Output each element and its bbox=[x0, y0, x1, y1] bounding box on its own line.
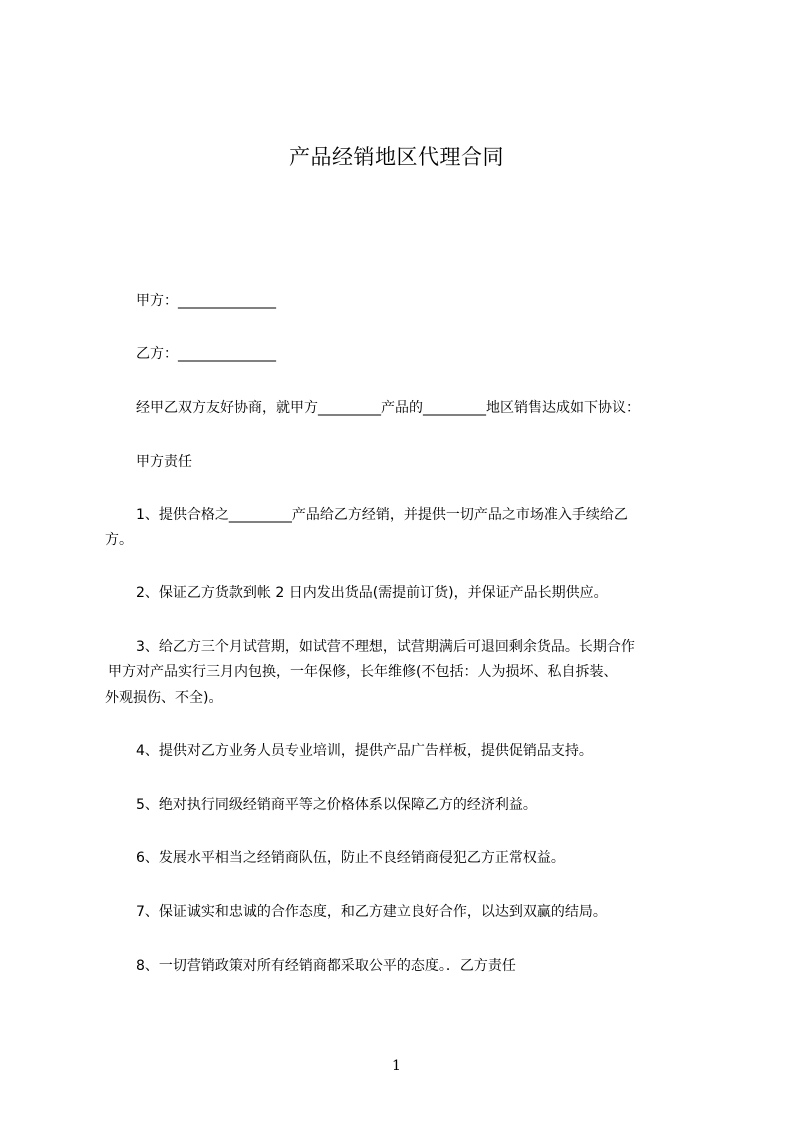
clause-7: 7、保证诚实和忠诚的合作态度，和乙方建立良好合作，以达到双赢的结局。 bbox=[136, 904, 607, 920]
clause-6: 6、发展水平相当之经销商队伍，防止不良经销商侵犯乙方正常权益。 bbox=[136, 850, 565, 866]
clause-2: 2、保证乙方货款到帐 2 日内发出货品(需提前订货)，并保证产品长期供应。 bbox=[136, 585, 608, 601]
party-a-line: 甲方：______________ bbox=[136, 293, 276, 309]
clause-3-line-1: 3、给乙方三个月试营期，如试营不理想，试营期满后可退回剩余货品。长期合作 bbox=[136, 639, 635, 655]
clause-1-line-2: 方。 bbox=[105, 532, 133, 548]
intro-paragraph: 经甲乙双方友好协商，就甲方_________产品的_________地区销售达成如下协议： bbox=[136, 400, 640, 416]
clause-4: 4、提供对乙方业务人员专业培训，提供产品广告样板，提供促销品支持。 bbox=[136, 743, 593, 759]
page-number: 1 bbox=[392, 1058, 401, 1074]
clause-5: 5、绝对执行同级经销商平等之价格体系以保障乙方的经济利益。 bbox=[136, 797, 537, 813]
page-title: 产品经销地区代理合同 bbox=[289, 145, 504, 169]
clause-1-line-1: 1、提供合格之_________产品给乙方经销，并提供一切产品之市场准入手续给乙 bbox=[136, 507, 628, 523]
clause-8: 8、一切营销政策对所有经销商都采取公平的态度。．乙方责任 bbox=[136, 958, 516, 974]
section-heading-party-a: 甲方责任 bbox=[136, 454, 192, 470]
party-b-line: 乙方：______________ bbox=[136, 346, 276, 362]
clause-3-line-2: 甲方对产品实行三月内包换，一年保修，长年维修(不包括：人为损坏、私自拆装、 bbox=[108, 664, 618, 680]
clause-3-line-3: 外观损伤、不全)。 bbox=[105, 690, 223, 706]
